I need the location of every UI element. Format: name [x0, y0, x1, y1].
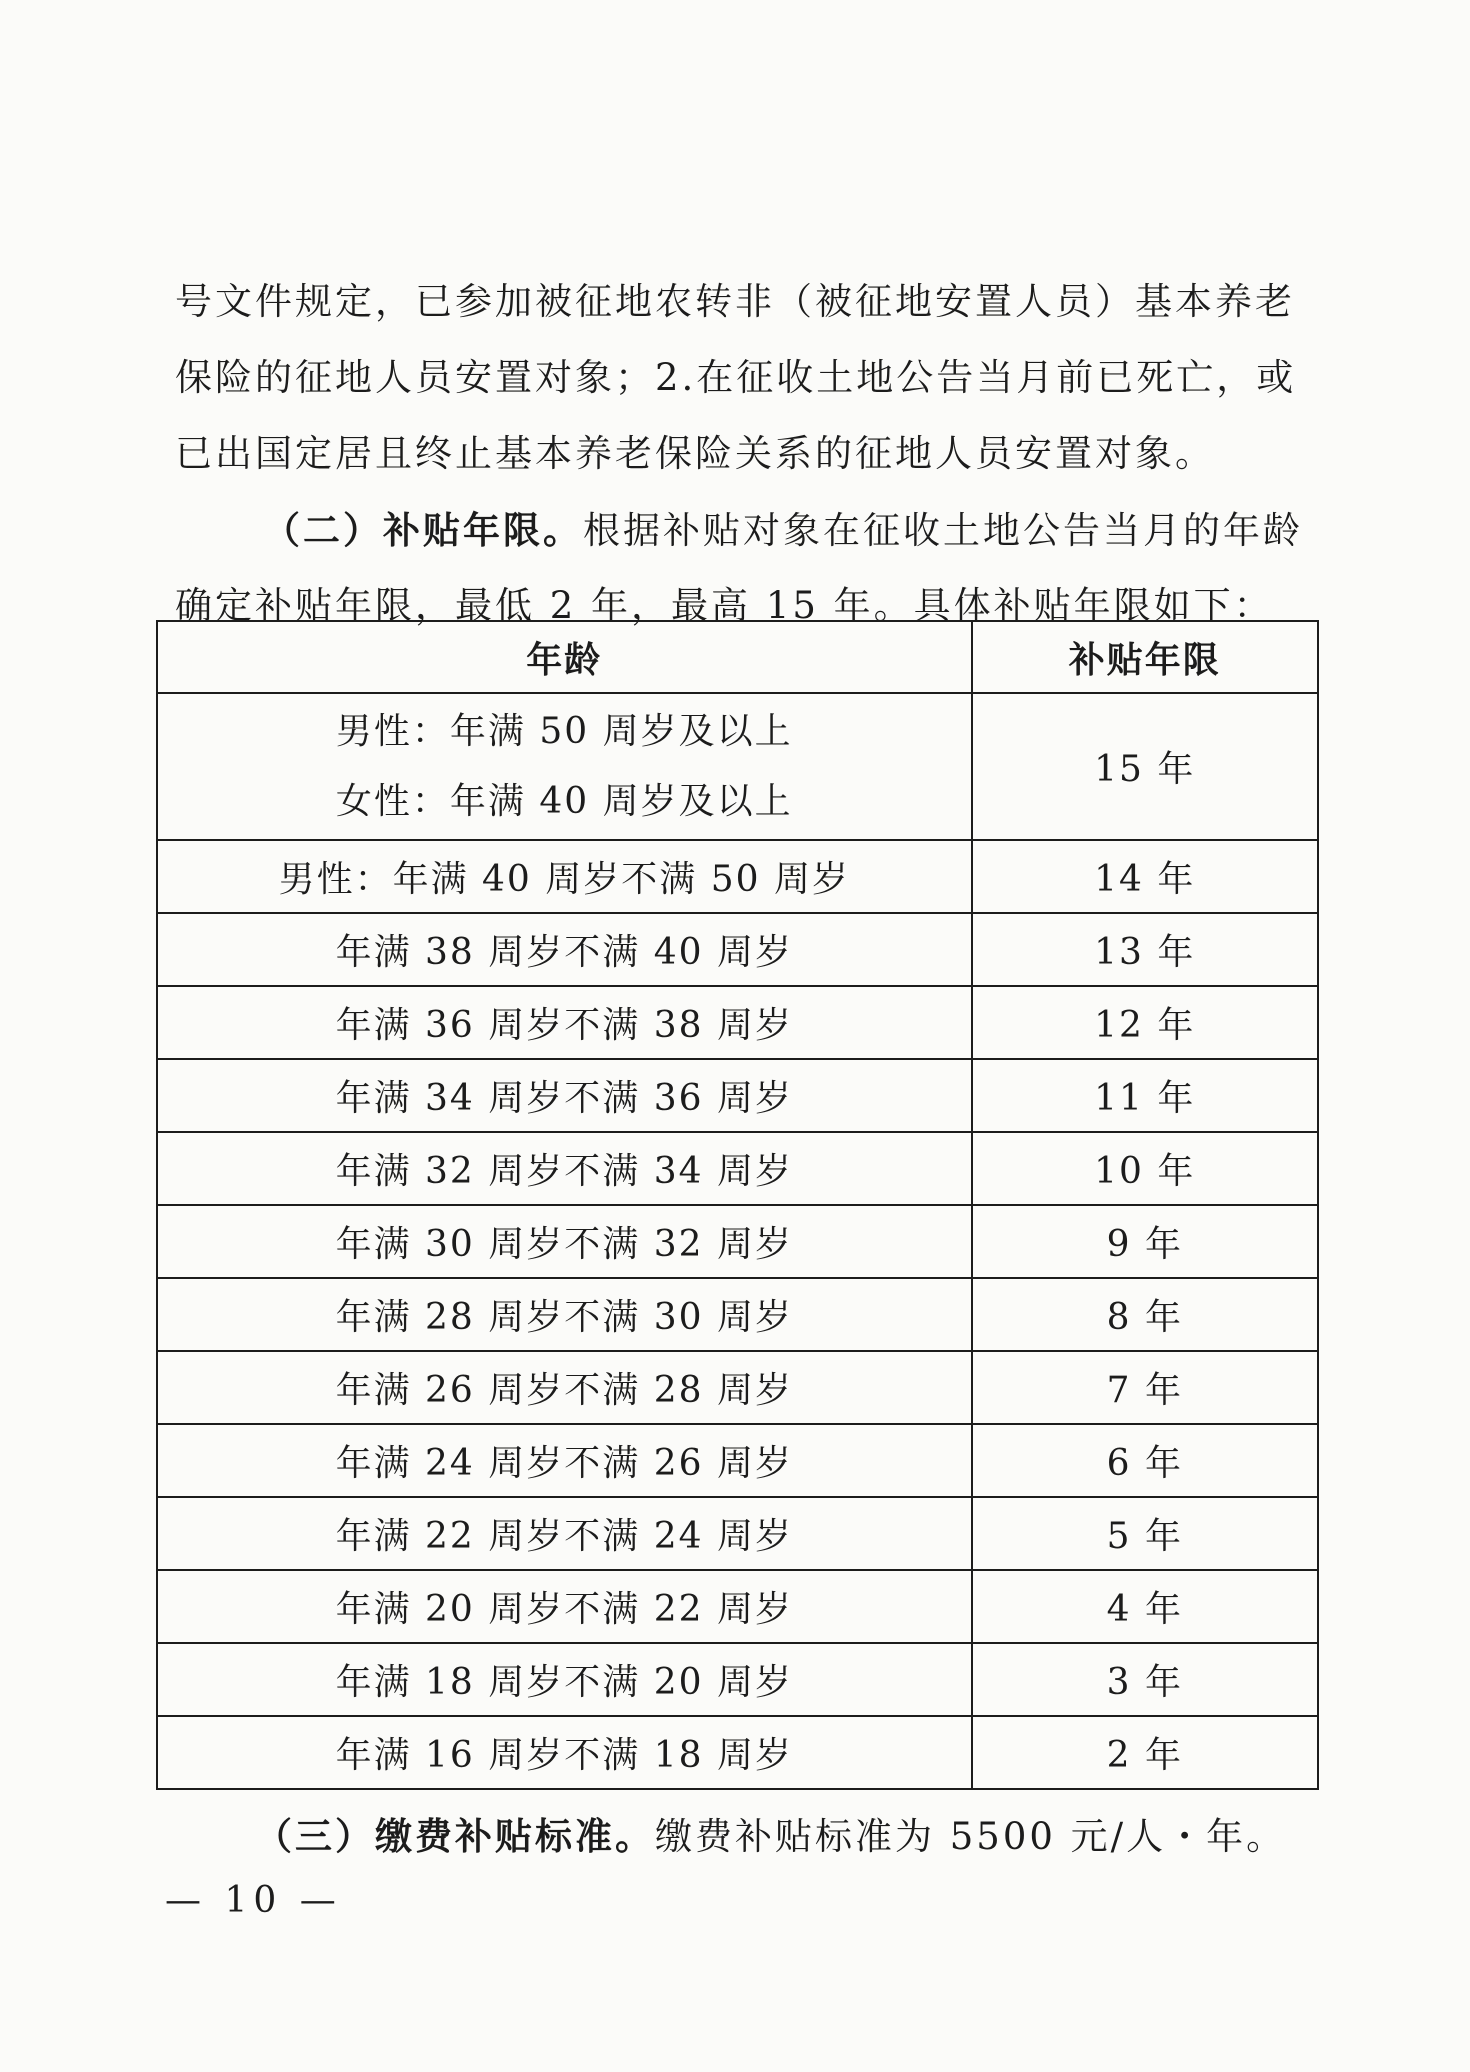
table-row [157, 1497, 1318, 1570]
years-cell: 15 年 [972, 693, 1318, 840]
table-row [157, 1278, 1318, 1351]
age-cell: 年满 22 周岁不满 24 周岁 [157, 1497, 972, 1570]
header-subsidy-years: 补贴年限 [972, 621, 1318, 693]
paragraph-eligibility-exclusions [175, 264, 1297, 492]
table-row [157, 1570, 1318, 1643]
years-cell: 4 年 [972, 1570, 1318, 1643]
text-line: 已出国定居且终止基本养老保险关系的征地人员安置对象。 [175, 432, 1215, 475]
age-cell: 年满 26 周岁不满 28 周岁 [157, 1351, 972, 1424]
years-cell: 9 年 [972, 1205, 1318, 1278]
years-cell: 2 年 [972, 1716, 1318, 1789]
text-span: 缴费补贴标准为 5500 元/人・年。 [655, 1815, 1287, 1858]
age-cell: 年满 20 周岁不满 22 周岁 [157, 1570, 972, 1643]
years-cell: 14 年 [972, 840, 1318, 913]
age-cell: 年满 24 周岁不满 26 周岁 [157, 1424, 972, 1497]
age-cell: 男性：年满 40 周岁不满 50 周岁 [157, 840, 972, 913]
age-cell [157, 693, 972, 840]
years-cell: 10 年 [972, 1132, 1318, 1205]
text-line: 确定补贴年限，最低 2 年，最高 15 年。具体补贴年限如下： [175, 584, 1274, 627]
text-line: 号文件规定，已参加被征地农转非（被征地安置人员）基本养老 [175, 280, 1295, 323]
years-cell: 8 年 [972, 1278, 1318, 1351]
text-line [255, 1798, 1370, 1874]
years-cell: 7 年 [972, 1351, 1318, 1424]
years-cell: 3 年 [972, 1643, 1318, 1716]
subsidy-years-table [156, 620, 1319, 1790]
table-row [157, 1424, 1318, 1497]
section-heading: （三）缴费补贴标准。 [255, 1814, 655, 1858]
age-cell: 年满 28 周岁不满 30 周岁 [157, 1278, 972, 1351]
table-row [157, 693, 1318, 840]
section-heading: （二）补贴年限。 [263, 508, 583, 552]
text-line: 保险的征地人员安置对象；2.在征收土地公告当月前已死亡，或 [175, 356, 1297, 399]
age-cell: 年满 34 周岁不满 36 周岁 [157, 1059, 972, 1132]
age-line: 女性：年满 40 周岁及以上 [335, 780, 793, 822]
age-line: 男性：年满 50 周岁及以上 [335, 710, 793, 752]
text-span: 根据补贴对象在征收土地公告当月的年龄 [583, 509, 1303, 552]
page-number: — 10 — [165, 1880, 342, 1921]
table-row [157, 986, 1318, 1059]
table-row [157, 1716, 1318, 1789]
table-row [157, 1351, 1318, 1424]
age-cell: 年满 38 周岁不满 40 周岁 [157, 913, 972, 986]
table-row [157, 840, 1318, 913]
age-cell: 年满 16 周岁不满 18 周岁 [157, 1716, 972, 1789]
age-cell: 年满 36 周岁不满 38 周岁 [157, 986, 972, 1059]
table-row [157, 1059, 1318, 1132]
table-row [157, 1132, 1318, 1205]
text-line [175, 492, 1303, 568]
age-cell: 年满 30 周岁不满 32 周岁 [157, 1205, 972, 1278]
years-cell: 5 年 [972, 1497, 1318, 1570]
age-cell: 年满 18 周岁不满 20 周岁 [157, 1643, 972, 1716]
table-row [157, 1205, 1318, 1278]
table-row [157, 1643, 1318, 1716]
paragraph-payment-standard [255, 1798, 1370, 1874]
years-cell: 6 年 [972, 1424, 1318, 1497]
age-cell: 年满 32 周岁不满 34 周岁 [157, 1132, 972, 1205]
table-row [157, 913, 1318, 986]
years-cell: 12 年 [972, 986, 1318, 1059]
header-age: 年龄 [157, 621, 972, 693]
years-cell: 11 年 [972, 1059, 1318, 1132]
years-cell: 13 年 [972, 913, 1318, 986]
table-header-row [157, 621, 1318, 693]
